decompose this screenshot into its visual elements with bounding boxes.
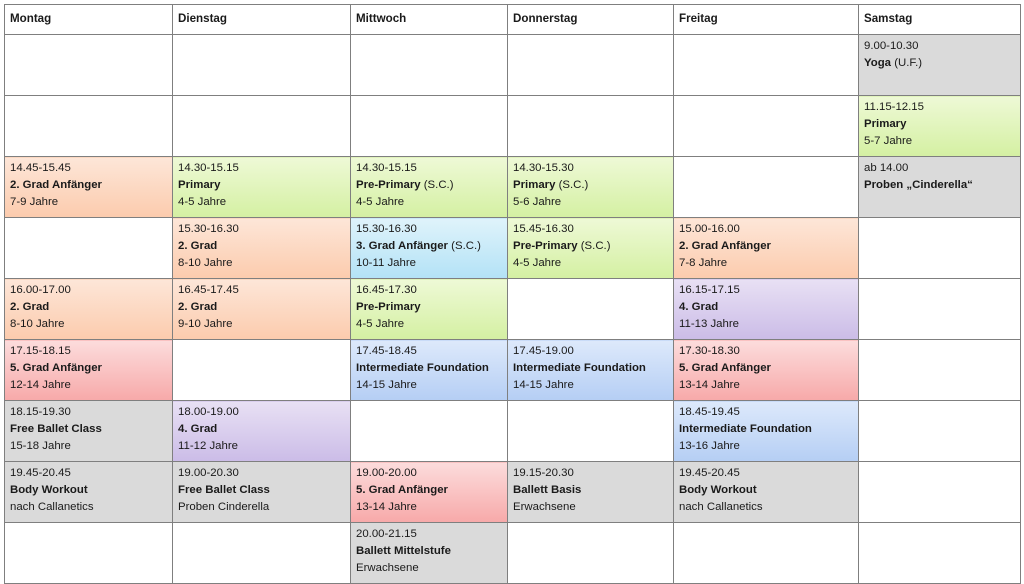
class-time: 15.30-16.30 (178, 223, 239, 235)
class-detail: 13-14 Jahre (356, 501, 417, 513)
class-cell (173, 218, 351, 279)
class-title-line (178, 238, 345, 255)
class-detail: 4-5 Jahre (513, 257, 562, 269)
empty-cell (674, 523, 859, 584)
class-time: 14.45-15.45 (10, 162, 71, 174)
class-cell (674, 340, 859, 401)
class-time: 19.00-20.00 (356, 467, 417, 479)
class-title: Pre-Primary (356, 301, 421, 313)
class-title-line (513, 238, 668, 255)
class-note: (S.C.) (558, 179, 589, 191)
class-time: 11.15-12.15 (864, 101, 924, 113)
class-title-line (178, 421, 345, 438)
class-title-line (10, 421, 167, 438)
class-title: Ballett Basis (513, 484, 582, 496)
class-note: (S.C.) (451, 240, 481, 252)
class-detail: 14-15 Jahre (356, 379, 417, 391)
class-cell (351, 218, 508, 279)
class-title-line (864, 116, 1015, 133)
class-time: 16.00-17.00 (10, 284, 71, 296)
day-header-mittwoch: Mittwoch (351, 5, 508, 35)
class-title: Free Ballet Class (178, 484, 270, 496)
class-title-line (864, 55, 1015, 72)
class-title-line (356, 177, 502, 194)
schedule-row (5, 462, 1021, 523)
class-cell (173, 279, 351, 340)
class-time: 16.15-17.15 (679, 284, 740, 296)
day-header-dienstag: Dienstag (173, 5, 351, 35)
class-time: 15.00-16.00 (679, 223, 740, 235)
class-time: 14.30-15.30 (513, 162, 574, 174)
class-title: Primary (178, 179, 221, 191)
class-detail: 14-15 Jahre (513, 379, 574, 391)
empty-cell (859, 218, 1021, 279)
class-title-line (679, 360, 853, 377)
class-title-line (178, 299, 345, 316)
empty-cell (5, 35, 173, 96)
class-cell (5, 462, 173, 523)
empty-cell (859, 279, 1021, 340)
class-note: (S.C.) (423, 179, 454, 191)
class-time: 19.15-20.30 (513, 467, 574, 479)
class-time: 14.30-15.15 (356, 162, 417, 174)
class-title: Pre-Primary (513, 240, 578, 252)
schedule-row (5, 279, 1021, 340)
class-cell (173, 157, 351, 218)
class-cell (351, 462, 508, 523)
class-cell (859, 35, 1021, 96)
class-title: 2. Grad Anfänger (10, 179, 102, 191)
empty-cell (5, 218, 173, 279)
class-detail: 11-12 Jahre (178, 440, 238, 452)
class-title-line (513, 177, 668, 194)
class-title-line (10, 482, 167, 499)
class-cell (674, 401, 859, 462)
class-title-line (10, 299, 167, 316)
empty-cell (859, 340, 1021, 401)
class-title: Body Workout (679, 484, 757, 496)
class-detail: 11-13 Jahre (679, 318, 739, 330)
class-title-line (356, 299, 502, 316)
class-detail: 10-11 Jahre (356, 257, 416, 269)
class-time: 18.15-19.30 (10, 406, 71, 418)
class-title: Intermediate Foundation (513, 362, 646, 374)
class-time: 14.30-15.15 (178, 162, 239, 174)
empty-cell (508, 523, 674, 584)
class-time: 19.45-20.45 (679, 467, 740, 479)
class-detail: nach Callanetics (679, 501, 763, 513)
class-time: 17.15-18.15 (10, 345, 71, 357)
class-time: ab 14.00 (864, 162, 909, 174)
class-detail: 8-10 Jahre (178, 257, 233, 269)
schedule-row (5, 218, 1021, 279)
class-time: 15.45-16.30 (513, 223, 574, 235)
class-detail: 12-14 Jahre (10, 379, 71, 391)
class-time: 16.45-17.30 (356, 284, 417, 296)
empty-cell (351, 35, 508, 96)
class-detail: Erwachsene (513, 501, 576, 513)
class-detail: Erwachsene (356, 562, 419, 574)
empty-cell (859, 401, 1021, 462)
empty-cell (173, 35, 351, 96)
class-detail: 13-14 Jahre (679, 379, 740, 391)
class-detail: 15-18 Jahre (10, 440, 71, 452)
empty-cell (508, 401, 674, 462)
class-time: 17.30-18.30 (679, 345, 740, 357)
empty-cell (508, 96, 674, 157)
class-title: 2. Grad (10, 301, 50, 313)
class-detail: 5-6 Jahre (513, 196, 562, 208)
schedule-row (5, 35, 1021, 96)
class-title: Intermediate Foundation (356, 362, 489, 374)
schedule-row (5, 523, 1021, 584)
class-title: 4. Grad (178, 423, 218, 435)
empty-cell (351, 96, 508, 157)
day-header-samstag: Samstag (859, 5, 1021, 35)
day-header-montag: Montag (5, 5, 173, 35)
class-title-line (10, 360, 167, 377)
class-cell (508, 340, 674, 401)
class-title: Primary (864, 118, 907, 130)
class-cell (5, 157, 173, 218)
class-cell (674, 218, 859, 279)
empty-cell (173, 96, 351, 157)
class-title: Free Ballet Class (10, 423, 102, 435)
class-time: 20.00-21.15 (356, 528, 417, 540)
schedule-row (5, 401, 1021, 462)
class-title-line (178, 177, 345, 194)
class-title-line (178, 482, 345, 499)
class-title: 3. Grad Anfänger (356, 240, 448, 252)
class-title-line (356, 360, 502, 377)
class-cell (674, 462, 859, 523)
class-cell (351, 157, 508, 218)
class-title: 5. Grad Anfänger (356, 484, 448, 496)
class-title-line (356, 543, 502, 560)
class-time: 18.00-19.00 (178, 406, 239, 418)
class-title: 5. Grad Anfänger (10, 362, 102, 374)
class-title-line (679, 299, 853, 316)
class-title-line (356, 482, 502, 499)
empty-cell (5, 96, 173, 157)
weekly-schedule-table (4, 4, 1021, 584)
header-row (5, 5, 1021, 35)
class-title: Intermediate Foundation (679, 423, 812, 435)
empty-cell (674, 96, 859, 157)
class-time: 15.30-16.30 (356, 223, 417, 235)
class-detail: nach Callanetics (10, 501, 94, 513)
class-title: Body Workout (10, 484, 88, 496)
class-cell (173, 401, 351, 462)
class-detail: 7-8 Jahre (679, 257, 728, 269)
class-time: 17.45-18.45 (356, 345, 417, 357)
empty-cell (508, 35, 674, 96)
class-cell (508, 462, 674, 523)
class-note: (S.C.) (580, 240, 611, 252)
class-title: Yoga (864, 57, 892, 69)
day-header-freitag: Freitag (674, 5, 859, 35)
class-detail: 9-10 Jahre (178, 318, 233, 330)
schedule-row (5, 157, 1021, 218)
empty-cell (173, 523, 351, 584)
empty-cell (859, 462, 1021, 523)
class-title-line (356, 238, 502, 255)
class-cell (508, 157, 674, 218)
class-note: (U.F.) (894, 57, 923, 69)
class-cell (508, 218, 674, 279)
class-title: 2. Grad (178, 240, 218, 252)
class-cell (351, 340, 508, 401)
class-title-line (864, 177, 1015, 194)
class-cell (5, 340, 173, 401)
empty-cell (173, 340, 351, 401)
class-title: 5. Grad Anfänger (679, 362, 771, 374)
class-time: 19.00-20.30 (178, 467, 239, 479)
class-detail: 8-10 Jahre (10, 318, 65, 330)
class-time: 18.45-19.45 (679, 406, 740, 418)
class-detail: 4-5 Jahre (178, 196, 227, 208)
class-title: 4. Grad (679, 301, 719, 313)
schedule-row (5, 96, 1021, 157)
empty-cell (508, 279, 674, 340)
day-header-donnerstag: Donnerstag (508, 5, 674, 35)
class-cell (5, 401, 173, 462)
empty-cell (859, 523, 1021, 584)
class-time: 17.45-19.00 (513, 345, 574, 357)
class-detail: 4-5 Jahre (356, 196, 405, 208)
class-cell (351, 523, 508, 584)
class-title: Pre-Primary (356, 179, 421, 191)
class-title-line (679, 482, 853, 499)
schedule-body (5, 35, 1021, 584)
empty-cell (674, 157, 859, 218)
class-cell (674, 279, 859, 340)
class-cell (351, 279, 508, 340)
class-detail: 13-16 Jahre (679, 440, 740, 452)
class-title-line (679, 238, 853, 255)
class-title: Primary (513, 179, 556, 191)
class-cell (859, 96, 1021, 157)
empty-cell (674, 35, 859, 96)
class-detail: 7-9 Jahre (10, 196, 59, 208)
class-title-line (513, 482, 668, 499)
class-cell (173, 462, 351, 523)
class-time: 9.00-10.30 (864, 40, 919, 52)
class-title: 2. Grad (178, 301, 218, 313)
class-title-line (513, 360, 668, 377)
class-detail: Proben Cinderella (178, 501, 270, 513)
class-title-line (679, 421, 853, 438)
empty-cell (5, 523, 173, 584)
class-title-line (10, 177, 167, 194)
class-time: 16.45-17.45 (178, 284, 239, 296)
schedule-row (5, 340, 1021, 401)
class-detail: 4-5 Jahre (356, 318, 405, 330)
class-cell (859, 157, 1021, 218)
class-cell (5, 279, 173, 340)
empty-cell (351, 401, 508, 462)
class-title: Proben „Cinderella“ (864, 179, 973, 191)
class-time: 19.45-20.45 (10, 467, 71, 479)
class-detail: 5-7 Jahre (864, 135, 913, 147)
class-title: 2. Grad Anfänger (679, 240, 771, 252)
class-title: Ballett Mittelstufe (356, 545, 451, 557)
